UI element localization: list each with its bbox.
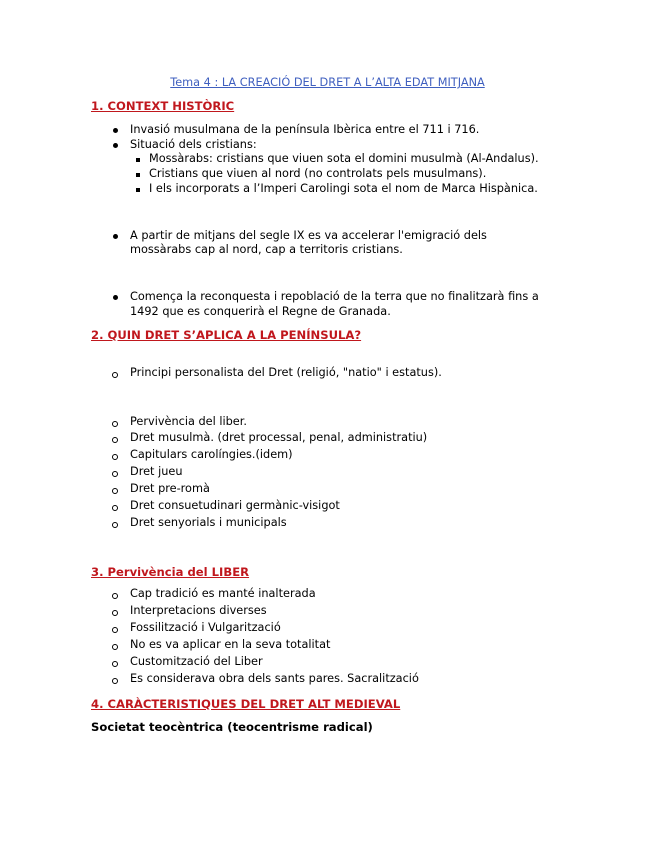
square-bullet-marker xyxy=(136,158,140,162)
list-item: Dret musulmà. (dret processal, penal, administratiu) xyxy=(130,431,428,444)
list-item: Dret senyorials i municipals xyxy=(130,516,287,529)
square-bullet-marker xyxy=(136,173,140,177)
circle-bullet-marker xyxy=(112,644,118,650)
circle-bullet-marker xyxy=(112,454,118,460)
list-item: Invasió musulmana de la península Ibèrica entre el 711 i 716. xyxy=(130,123,480,136)
sub-list-item: Cristians que viuen al nord (no controlats pels musulmans). xyxy=(149,167,487,180)
document-title: Tema 4 : LA CREACIÓ DEL DRET A L’ALTA EDAT MITJANA xyxy=(170,76,485,89)
list-item: Customització del Liber xyxy=(130,655,263,668)
list-item-line: Comença la reconquesta i repoblació de la terra que no finalitzarà fins a xyxy=(130,290,539,303)
sub-list-item: I els incorporats a l’Imperi Carolingi sota el nom de Marca Hispànica. xyxy=(149,182,538,195)
sub-list-item: Mossàrabs: cristians que viuen sota el domini musulmà (Al-Andalus). xyxy=(149,152,539,165)
list-item: Situació dels cristians: xyxy=(130,138,257,151)
heading-pervivencia-liber: 3. Pervivència del LIBER xyxy=(91,565,250,579)
list-item: Dret pre-romà xyxy=(130,482,210,495)
circle-bullet-marker xyxy=(112,627,118,633)
circle-bullet-marker xyxy=(112,610,118,616)
bullet-marker xyxy=(113,128,118,133)
list-item: Es considerava obra dels sants pares. Sacralització xyxy=(130,672,419,685)
circle-bullet-marker xyxy=(112,678,118,684)
list-item: Fossilització i Vulgarització xyxy=(130,621,281,634)
circle-bullet-marker xyxy=(112,522,118,528)
list-item: Dret consuetudinari germànic-visigot xyxy=(130,499,340,512)
list-item-line: mossàrabs cap al nord, cap a territoris cristians. xyxy=(130,243,403,256)
heading-context-historic: 1. CONTEXT HISTÒRIC xyxy=(91,99,235,113)
list-item: Pervivència del liber. xyxy=(130,415,247,428)
list-item: Dret jueu xyxy=(130,465,183,478)
list-item: Capitulars carolíngies.(idem) xyxy=(130,448,293,461)
list-item: Interpretacions diverses xyxy=(130,604,267,617)
circle-bullet-marker xyxy=(112,471,118,477)
list-item-line: A partir de mitjans del segle IX es va accelerar l'emigració dels xyxy=(130,229,487,242)
heading-quin-dret: 2. QUIN DRET S’APLICA A LA PENÍNSULA? xyxy=(91,328,362,342)
bullet-marker xyxy=(113,234,118,239)
circle-bullet-marker xyxy=(112,593,118,599)
circle-bullet-marker xyxy=(112,488,118,494)
list-item: No es va aplicar en la seva totalitat xyxy=(130,638,331,651)
circle-bullet-marker xyxy=(112,421,118,427)
bullet-marker xyxy=(113,143,118,148)
list-item: Principi personalista del Dret (religió, "natio" i estatus). xyxy=(130,366,442,379)
square-bullet-marker xyxy=(136,188,140,192)
bullet-marker xyxy=(113,295,118,300)
list-item-line: 1492 que es conquerirà el Regne de Granada. xyxy=(130,305,391,318)
list-item: Cap tradició es manté inalterada xyxy=(130,587,316,600)
section-subtitle: Societat teocèntrica (teocentrisme radical) xyxy=(91,720,373,734)
circle-bullet-marker xyxy=(112,372,118,378)
circle-bullet-marker xyxy=(112,661,118,667)
circle-bullet-marker xyxy=(112,437,118,443)
circle-bullet-marker xyxy=(112,505,118,511)
heading-caracteristiques: 4. CARÀCTERISTIQUES DEL DRET ALT MEDIEVAL xyxy=(91,697,401,711)
